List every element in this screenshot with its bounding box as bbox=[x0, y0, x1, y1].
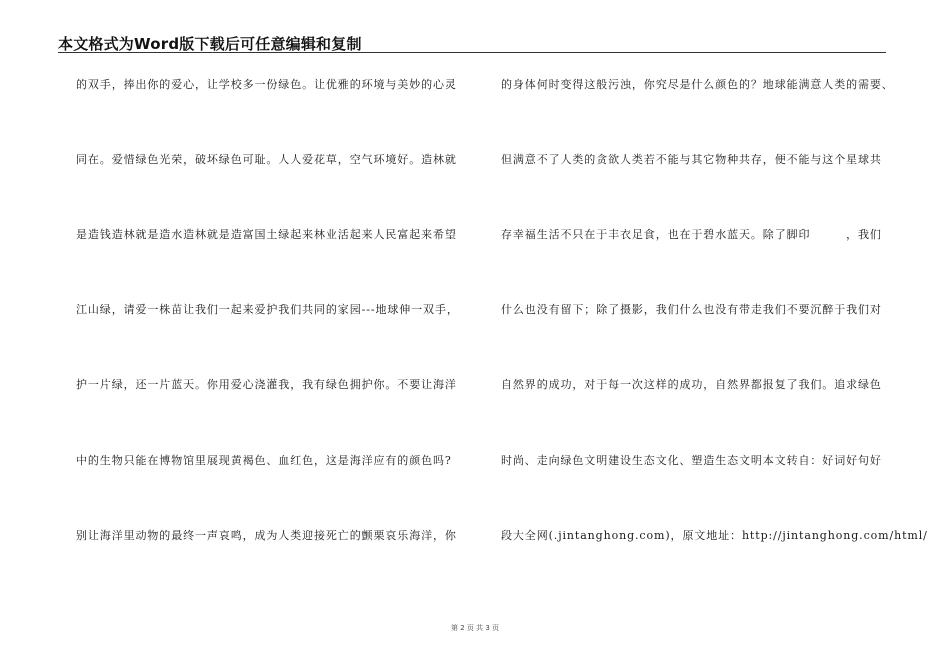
header-divider bbox=[58, 52, 886, 53]
text-line: 江山绿，请爱一株苗让我们一起来爱护我们共同的家园---地球伸一双手， bbox=[76, 303, 459, 316]
page-number-footer: 第 2 页 共 3 页 bbox=[450, 624, 500, 632]
text-line: 时尚、走向绿色文明建设生态文化、塑造生态文明本文转自：好词好句好 bbox=[501, 454, 882, 467]
text-line: 自然界的成功，对于每一次这样的成功，自然界都报复了我们。追求绿色 bbox=[501, 378, 882, 391]
text-line: 什么也没有留下；除了摄影，我们什么也没有带走我们不要沉醉于我们对 bbox=[501, 303, 882, 316]
text-line: 的身体何时变得这般污浊，你究尽是什么颜色的？地球能满意人类的需要、 bbox=[501, 78, 894, 91]
text-line: 是造钱造林就是造水造林就是造富国土绿起来林业活起来人民富起来希望 bbox=[76, 228, 457, 241]
document-header-title: 本文格式为Word版下载后可任意编辑和复制 bbox=[58, 35, 362, 53]
text-line: 段大全网(.jintanghong.com)，原文地址：http://jintanghong.com/html/ bbox=[501, 529, 928, 542]
text-line: 同在。爱惜绿色光荣，破坏绿色可耻。人人爱花草，空气环境好。造林就 bbox=[76, 153, 457, 166]
text-line: 中的生物只能在博物馆里展现黄褐色、血红色，这是海洋应有的颜色吗? bbox=[76, 454, 452, 467]
text-line: 的双手，捧出你的爱心，让学校多一份绿色。让优雅的环境与美妙的心灵 bbox=[76, 78, 457, 91]
text-line: 护一片绿，还一片蓝天。你用爱心浇灌我，我有绿色拥护你。不要让海洋 bbox=[76, 378, 457, 391]
text-line: 存幸福生活不只在于丰衣足食，也在于碧水蓝天。除了脚印 ，我们 bbox=[501, 228, 882, 241]
text-line: 但满意不了人类的贪欲人类若不能与其它物种共存，便不能与这个星球共 bbox=[501, 153, 882, 166]
text-line: 别让海洋里动物的最终一声哀鸣，成为人类迎接死亡的颤栗哀乐海洋，你 bbox=[76, 529, 457, 542]
